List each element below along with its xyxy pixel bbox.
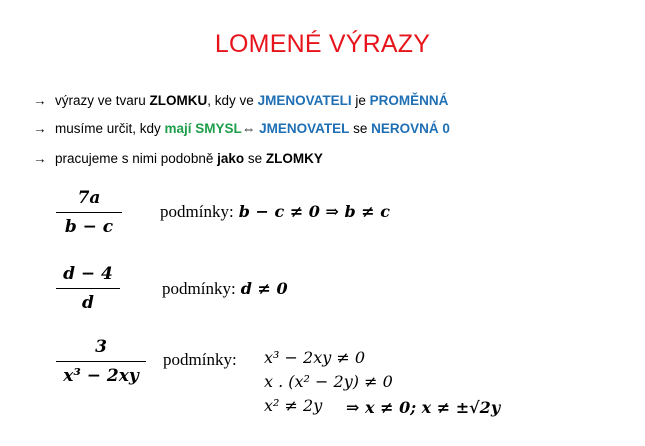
bullet-2 — [33, 121, 450, 136]
condition-label: podmínky: — [163, 350, 237, 369]
arrow-icon: → — [33, 151, 47, 166]
text: je — [351, 93, 370, 108]
numerator: d − 4 — [63, 264, 113, 284]
denominator: b − c — [64, 217, 114, 237]
numerator: 7a — [77, 188, 101, 208]
keyword: ZLOMKY — [265, 151, 323, 166]
arrow-icon: → — [33, 121, 47, 136]
fraction-bar — [56, 288, 120, 289]
condition-label: podmínky: — [160, 202, 234, 221]
text: výrazy ve tvaru — [55, 93, 150, 108]
text: , kdy ve — [207, 93, 258, 108]
text: se — [244, 151, 266, 166]
text: ⇔ — [241, 121, 260, 136]
text: pracujeme s nimi podobně — [55, 151, 218, 166]
page-title: LOMENÉ VÝRAZY — [214, 30, 431, 58]
denominator: x³ − 2xy — [63, 366, 139, 386]
numerator: 3 — [95, 337, 107, 357]
condition-result: ⇒ x ≠ 0; x ≠ ±√2y — [346, 398, 501, 417]
keyword-blue: JMENOVATELI — [257, 93, 352, 108]
text: musíme určit, kdy — [55, 121, 165, 136]
condition-label: podmínky: — [162, 279, 236, 298]
keyword-blue: PROMĚNNÁ — [369, 93, 449, 108]
fraction-3 — [56, 337, 146, 386]
fraction-bar — [56, 361, 146, 362]
keyword-blue: NEROVNÁ 0 — [371, 121, 450, 136]
fraction-bar — [56, 212, 122, 213]
condition-value: d ≠ 0 — [240, 279, 288, 298]
bullet-1 — [33, 93, 448, 108]
fraction-1 — [56, 188, 122, 237]
condition-line-1: x³ − 2xy ≠ 0 — [264, 348, 366, 367]
keyword: jako — [217, 151, 245, 166]
condition-1 — [160, 202, 390, 222]
condition-line-2: x . (x² − 2y) ≠ 0 — [264, 372, 393, 391]
denominator: d — [82, 293, 94, 313]
keyword-green: mají SMYSL — [164, 121, 242, 136]
text: se — [349, 121, 372, 136]
keyword-blue: JMENOVATEL — [259, 121, 350, 136]
condition-line-3: x² ≠ 2y — [264, 396, 323, 415]
bullet-3 — [33, 151, 323, 166]
condition-2 — [162, 279, 288, 299]
arrow-icon: → — [33, 93, 47, 108]
condition-value: b − c ≠ 0 ⇒ b ≠ c — [238, 202, 390, 221]
condition-3 — [163, 350, 237, 370]
fraction-2 — [56, 264, 120, 313]
keyword: ZLOMKU — [149, 93, 208, 108]
